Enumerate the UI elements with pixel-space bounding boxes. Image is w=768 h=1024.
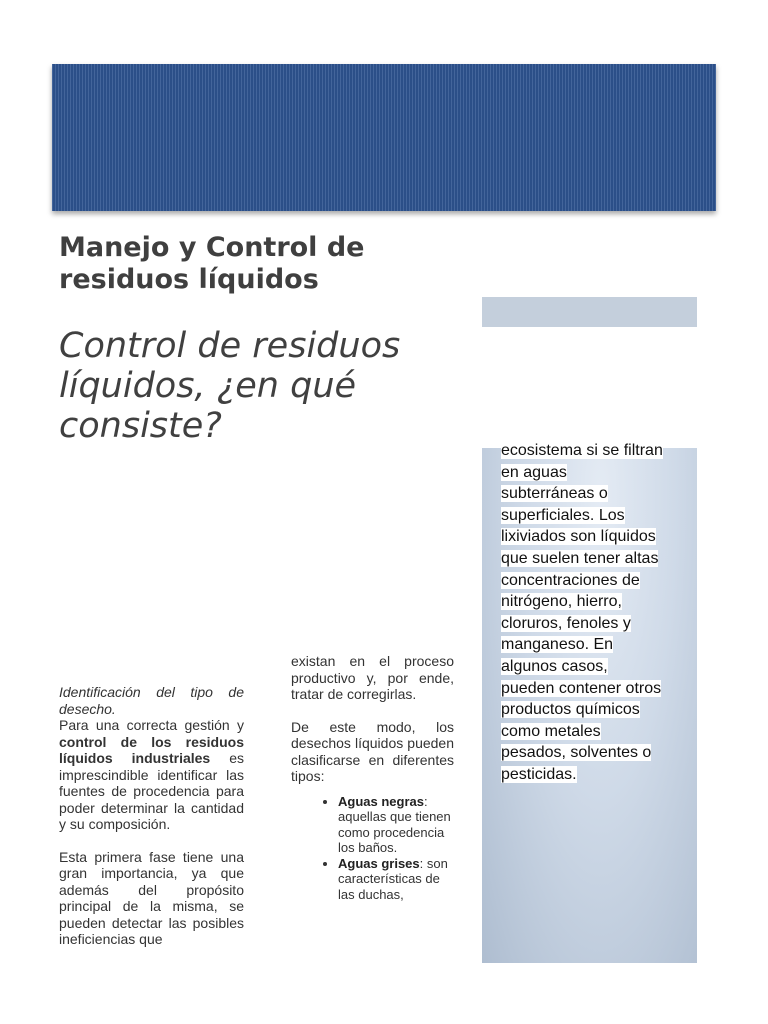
sidebar-line: algunos casos, xyxy=(501,657,608,675)
sidebar-line: pesticidas. xyxy=(501,765,577,783)
waste-type-list xyxy=(291,794,454,903)
paragraph-spacer xyxy=(59,833,244,849)
sidebar-line: nitrógeno, hierro, xyxy=(501,593,622,611)
paragraph xyxy=(59,717,244,833)
sidebar-line: cloruros, fenoles y xyxy=(501,614,631,632)
text-column-middle xyxy=(291,653,454,902)
sidebar-cover xyxy=(482,327,697,448)
sidebar-line: productos químicos xyxy=(501,701,640,719)
sidebar-line: pueden contener otros xyxy=(501,679,662,697)
subtitle-line-1: Control de residuos xyxy=(59,326,401,366)
sidebar-line: que suelen tener altas xyxy=(501,549,659,567)
sidebar-line: ecosistema si se filtran xyxy=(501,442,663,459)
sidebar-line: manganeso. En xyxy=(501,636,614,654)
header-banner xyxy=(52,64,716,211)
sidebar-line: pesados, solventes o xyxy=(501,744,652,762)
list-item xyxy=(338,794,454,856)
sidebar-line: en aguas xyxy=(501,463,567,481)
sidebar-line: subterráneas o xyxy=(501,485,608,503)
paragraph: Esta primera fase tiene una gran importancia, ya que además del propósito principal de la misma, se pueden detectar las posibles ineficiencias que xyxy=(59,848,244,947)
paragraph-text: es imprescindible identificar las fuentes de procedencia para poder determinar la cantidad y su composición. xyxy=(59,750,244,832)
list-item xyxy=(338,856,454,903)
list-item-text: : aquellas que tienen como procedencia los baños. xyxy=(338,793,451,855)
list-item-term: Aguas grises xyxy=(338,855,420,871)
sidebar-line: concentraciones de xyxy=(501,571,640,589)
text-column-left xyxy=(59,684,244,948)
sidebar-line: superficiales. Los xyxy=(501,506,625,524)
subtitle-line-3: consiste? xyxy=(59,406,222,446)
sidebar-text xyxy=(501,440,691,786)
title-line-1: Manejo y Control de xyxy=(59,232,365,263)
paragraph-text: Para una correcta gestión y xyxy=(59,717,244,733)
document-title xyxy=(59,232,469,296)
sidebar-line: lixiviados son líquidos xyxy=(501,528,656,546)
sidebar-line: como metales xyxy=(501,722,601,740)
section-caption: Identificación del tipo de desecho. xyxy=(59,684,244,717)
subtitle-line-2: líquidos, ¿en qué xyxy=(59,366,357,406)
sidebar-top-band xyxy=(482,297,697,327)
emphasis-text: control de los residuos líquidos industriales xyxy=(59,733,244,766)
section-subtitle xyxy=(59,326,469,446)
paragraph-spacer xyxy=(291,703,454,719)
paragraph: existan en el proceso productivo y, por ende, tratar de corregirlas. xyxy=(291,653,454,702)
sidebar-panel xyxy=(482,297,697,963)
list-item-term: Aguas negras xyxy=(338,793,424,809)
list-item-text: : son características de las duchas, xyxy=(338,855,448,902)
title-line-2: residuos líquidos xyxy=(59,264,319,295)
paragraph: De este modo, los desechos líquidos pueden clasificarse en diferentes tipos: xyxy=(291,718,454,784)
